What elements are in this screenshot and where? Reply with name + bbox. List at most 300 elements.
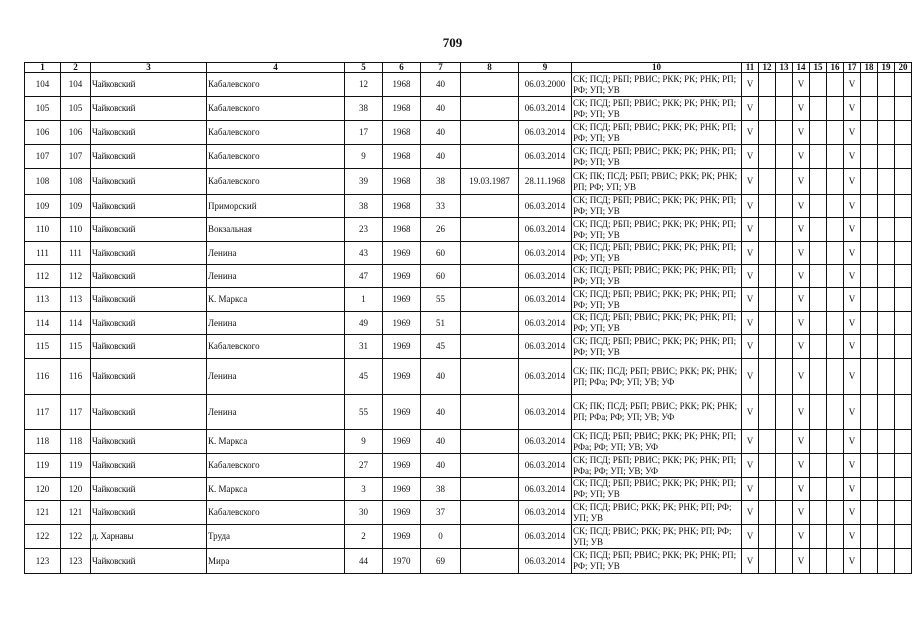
cell-number: 114: [25, 312, 61, 335]
cell-index: 119: [61, 454, 91, 478]
cell-date-a: [461, 265, 519, 288]
cell-mark-18: [861, 501, 878, 525]
cell-mark-15: [810, 549, 827, 574]
cell-index: 110: [61, 218, 91, 242]
table-row: [25, 169, 912, 195]
cell-mark-20: [895, 454, 912, 478]
cell-mark-19: [878, 454, 895, 478]
cell-mark-14: V: [793, 359, 810, 395]
column-header-8: 8: [461, 63, 519, 73]
cell-mark-20: [895, 525, 912, 549]
cell-date-a: [461, 218, 519, 242]
cell-house: 49: [345, 312, 383, 335]
cell-street: К. Маркса: [207, 288, 345, 312]
table-row: [25, 549, 912, 574]
cell-mark-17: V: [844, 501, 861, 525]
cell-mark-14: V: [793, 169, 810, 195]
cell-mark-14: V: [793, 288, 810, 312]
cell-mark-16: [827, 430, 844, 454]
cell-mark-19: [878, 195, 895, 218]
cell-index: 116: [61, 359, 91, 395]
cell-street: Труда: [207, 525, 345, 549]
cell-street: Кабалевского: [207, 73, 345, 97]
cell-mark-20: [895, 242, 912, 265]
cell-date-b: 06.03.2014: [519, 195, 572, 218]
cell-mark-15: [810, 73, 827, 97]
cell-year: 1968: [383, 73, 421, 97]
cell-house: 2: [345, 525, 383, 549]
cell-wear: 40: [421, 73, 461, 97]
cell-codes: СК; ПК; ПСД; РБП; РВИС; РКК; РК; РНК; РП; РФа; РФ; УП; УВ; УФ: [572, 359, 742, 395]
cell-number: 116: [25, 359, 61, 395]
cell-mark-13: [776, 169, 793, 195]
cell-mark-12: [759, 218, 776, 242]
cell-codes: СК; ПСД; РБП; РВИС; РКК; РК; РНК; РП; РФ; УП; УВ: [572, 288, 742, 312]
cell-date-b: 06.03.2014: [519, 335, 572, 359]
cell-mark-16: [827, 218, 844, 242]
cell-mark-15: [810, 525, 827, 549]
table-body: [25, 73, 912, 574]
cell-settlement: Чайковский: [91, 242, 207, 265]
cell-mark-16: [827, 121, 844, 145]
cell-index: 120: [61, 478, 91, 501]
cell-mark-18: [861, 145, 878, 169]
cell-mark-13: [776, 395, 793, 430]
cell-mark-12: [759, 335, 776, 359]
table-row: [25, 218, 912, 242]
cell-mark-13: [776, 218, 793, 242]
cell-house: 38: [345, 97, 383, 121]
cell-settlement: Чайковский: [91, 265, 207, 288]
cell-mark-14: V: [793, 478, 810, 501]
cell-settlement: Чайковский: [91, 145, 207, 169]
cell-date-a: [461, 288, 519, 312]
cell-mark-19: [878, 121, 895, 145]
cell-settlement: Чайковский: [91, 288, 207, 312]
cell-street: Ленина: [207, 265, 345, 288]
cell-index: 122: [61, 525, 91, 549]
cell-mark-13: [776, 335, 793, 359]
cell-mark-20: [895, 395, 912, 430]
cell-settlement: Чайковский: [91, 395, 207, 430]
cell-mark-17: V: [844, 430, 861, 454]
cell-mark-18: [861, 395, 878, 430]
cell-number: 120: [25, 478, 61, 501]
cell-wear: 45: [421, 335, 461, 359]
cell-mark-20: [895, 430, 912, 454]
cell-number: 109: [25, 195, 61, 218]
cell-house: 45: [345, 359, 383, 395]
cell-year: 1969: [383, 525, 421, 549]
cell-index: 123: [61, 549, 91, 574]
column-header-18: 18: [861, 63, 878, 73]
cell-mark-19: [878, 430, 895, 454]
cell-mark-16: [827, 73, 844, 97]
page-number: 709: [442, 35, 463, 50]
table-row: [25, 145, 912, 169]
cell-mark-15: [810, 195, 827, 218]
column-header-5: 5: [345, 63, 383, 73]
cell-mark-19: [878, 169, 895, 195]
cell-mark-20: [895, 218, 912, 242]
cell-mark-17: V: [844, 242, 861, 265]
cell-mark-12: [759, 288, 776, 312]
cell-codes: СК; ПСД; РБП; РВИС; РКК; РК; РНК; РП; РФ; УП; УВ: [572, 97, 742, 121]
column-header-4: 4: [207, 63, 345, 73]
column-header-19: 19: [878, 63, 895, 73]
cell-mark-16: [827, 145, 844, 169]
cell-mark-11: V: [742, 430, 759, 454]
cell-mark-14: V: [793, 335, 810, 359]
cell-wear: 40: [421, 454, 461, 478]
cell-settlement: д. Харнавы: [91, 525, 207, 549]
cell-date-b: 06.03.2014: [519, 501, 572, 525]
cell-date-b: 06.03.2000: [519, 73, 572, 97]
cell-mark-19: [878, 549, 895, 574]
cell-mark-18: [861, 97, 878, 121]
cell-mark-17: V: [844, 312, 861, 335]
cell-mark-12: [759, 265, 776, 288]
cell-mark-15: [810, 478, 827, 501]
cell-index: 105: [61, 97, 91, 121]
cell-mark-20: [895, 335, 912, 359]
column-header-14: 14: [793, 63, 810, 73]
cell-mark-15: [810, 288, 827, 312]
cell-settlement: Чайковский: [91, 478, 207, 501]
cell-mark-11: V: [742, 242, 759, 265]
cell-mark-17: V: [844, 549, 861, 574]
cell-date-a: [461, 73, 519, 97]
cell-mark-19: [878, 312, 895, 335]
cell-wear: 26: [421, 218, 461, 242]
cell-mark-12: [759, 430, 776, 454]
cell-mark-15: [810, 359, 827, 395]
column-header-20: 20: [895, 63, 912, 73]
cell-mark-15: [810, 121, 827, 145]
table-row: [25, 195, 912, 218]
cell-mark-17: V: [844, 169, 861, 195]
cell-mark-11: V: [742, 312, 759, 335]
cell-mark-19: [878, 288, 895, 312]
column-header-16: 16: [827, 63, 844, 73]
cell-number: 123: [25, 549, 61, 574]
cell-house: 12: [345, 73, 383, 97]
cell-index: 104: [61, 73, 91, 97]
cell-date-a: [461, 454, 519, 478]
column-header-12: 12: [759, 63, 776, 73]
cell-mark-17: V: [844, 454, 861, 478]
cell-mark-18: [861, 242, 878, 265]
table-row: [25, 312, 912, 335]
cell-index: 121: [61, 501, 91, 525]
cell-mark-19: [878, 395, 895, 430]
cell-codes: СК; ПСД; РБП; РВИС; РКК; РК; РНК; РП; РФ; УП; УВ: [572, 218, 742, 242]
cell-codes: СК; ПСД; РБП; РВИС; РКК; РК; РНК; РП; РФ; УП; УВ: [572, 312, 742, 335]
cell-mark-12: [759, 525, 776, 549]
cell-wear: 55: [421, 288, 461, 312]
cell-house: 44: [345, 549, 383, 574]
cell-mark-12: [759, 169, 776, 195]
cell-mark-11: V: [742, 195, 759, 218]
cell-street: К. Маркса: [207, 478, 345, 501]
cell-mark-20: [895, 478, 912, 501]
cell-mark-11: V: [742, 478, 759, 501]
cell-mark-18: [861, 335, 878, 359]
cell-mark-12: [759, 454, 776, 478]
cell-index: 111: [61, 242, 91, 265]
column-header-17: 17: [844, 63, 861, 73]
cell-mark-14: V: [793, 501, 810, 525]
cell-index: 113: [61, 288, 91, 312]
cell-street: Вокзальная: [207, 218, 345, 242]
cell-codes: СК; ПСД; РБП; РВИС; РКК; РК; РНК; РП; РФ; УП; УВ: [572, 73, 742, 97]
cell-house: 47: [345, 265, 383, 288]
column-header-10: 10: [572, 63, 742, 73]
table-row: [25, 359, 912, 395]
cell-date-b: 06.03.2014: [519, 478, 572, 501]
table-row: [25, 501, 912, 525]
cell-year: 1970: [383, 549, 421, 574]
cell-mark-12: [759, 145, 776, 169]
cell-wear: 40: [421, 121, 461, 145]
cell-date-a: [461, 395, 519, 430]
column-header-13: 13: [776, 63, 793, 73]
cell-mark-16: [827, 242, 844, 265]
cell-year: 1969: [383, 359, 421, 395]
cell-settlement: Чайковский: [91, 501, 207, 525]
cell-mark-14: V: [793, 145, 810, 169]
cell-mark-19: [878, 335, 895, 359]
cell-mark-15: [810, 312, 827, 335]
cell-codes: СК; ПСД; РВИС; РКК; РК; РНК; РП; РФ; УП; УВ: [572, 501, 742, 525]
cell-house: 1: [345, 288, 383, 312]
cell-mark-15: [810, 335, 827, 359]
cell-mark-11: V: [742, 121, 759, 145]
cell-mark-15: [810, 395, 827, 430]
cell-mark-12: [759, 478, 776, 501]
cell-date-a: [461, 359, 519, 395]
cell-codes: СК; ПСД; РБП; РВИС; РКК; РК; РНК; РП; РФа; РФ; УП; УВ; УФ: [572, 430, 742, 454]
cell-house: 3: [345, 478, 383, 501]
cell-mark-19: [878, 145, 895, 169]
cell-mark-13: [776, 525, 793, 549]
cell-wear: 69: [421, 549, 461, 574]
cell-mark-11: V: [742, 525, 759, 549]
cell-codes: СК; ПСД; РБП; РВИС; РКК; РК; РНК; РП; РФ; УП; УВ: [572, 549, 742, 574]
cell-mark-17: V: [844, 359, 861, 395]
cell-mark-19: [878, 97, 895, 121]
cell-number: 107: [25, 145, 61, 169]
cell-mark-12: [759, 312, 776, 335]
cell-mark-14: V: [793, 525, 810, 549]
table-row: [25, 97, 912, 121]
cell-mark-14: V: [793, 121, 810, 145]
cell-codes: СК; ПСД; РБП; РВИС; РКК; РК; РНК; РП; РФ; УП; УВ: [572, 145, 742, 169]
cell-index: 106: [61, 121, 91, 145]
cell-mark-18: [861, 73, 878, 97]
cell-date-a: [461, 549, 519, 574]
cell-mark-15: [810, 169, 827, 195]
cell-settlement: Чайковский: [91, 97, 207, 121]
cell-index: 118: [61, 430, 91, 454]
cell-date-b: 06.03.2014: [519, 242, 572, 265]
cell-date-a: [461, 335, 519, 359]
cell-date-b: 06.03.2014: [519, 265, 572, 288]
table-row: [25, 265, 912, 288]
cell-mark-12: [759, 73, 776, 97]
cell-mark-14: V: [793, 549, 810, 574]
cell-mark-18: [861, 288, 878, 312]
cell-mark-15: [810, 454, 827, 478]
cell-mark-16: [827, 169, 844, 195]
column-header-7: 7: [421, 63, 461, 73]
cell-mark-11: V: [742, 395, 759, 430]
cell-mark-13: [776, 454, 793, 478]
table-row: [25, 335, 912, 359]
cell-mark-12: [759, 97, 776, 121]
cell-mark-15: [810, 242, 827, 265]
cell-mark-12: [759, 359, 776, 395]
cell-mark-13: [776, 97, 793, 121]
cell-number: 113: [25, 288, 61, 312]
cell-settlement: Чайковский: [91, 359, 207, 395]
table-row: [25, 288, 912, 312]
cell-date-a: [461, 478, 519, 501]
cell-mark-16: [827, 395, 844, 430]
cell-house: 9: [345, 145, 383, 169]
cell-street: Кабалевского: [207, 145, 345, 169]
cell-number: 112: [25, 265, 61, 288]
cell-date-a: [461, 242, 519, 265]
cell-wear: 40: [421, 145, 461, 169]
cell-street: Ленина: [207, 359, 345, 395]
cell-house: 43: [345, 242, 383, 265]
cell-index: 114: [61, 312, 91, 335]
cell-year: 1969: [383, 312, 421, 335]
cell-number: 105: [25, 97, 61, 121]
cell-mark-16: [827, 195, 844, 218]
cell-mark-11: V: [742, 335, 759, 359]
cell-codes: СК; ПСД; РБП; РВИС; РКК; РК; РНК; РП; РФ; УП; УВ: [572, 335, 742, 359]
cell-mark-11: V: [742, 73, 759, 97]
cell-house: 55: [345, 395, 383, 430]
cell-street: Кабалевского: [207, 454, 345, 478]
cell-street: Кабалевского: [207, 335, 345, 359]
cell-mark-11: V: [742, 549, 759, 574]
cell-mark-18: [861, 312, 878, 335]
cell-date-b: 06.03.2014: [519, 121, 572, 145]
cell-codes: СК; ПСД; РБП; РВИС; РКК; РК; РНК; РП; РФ; УП; УВ: [572, 195, 742, 218]
registry-table: [24, 62, 912, 574]
cell-settlement: Чайковский: [91, 169, 207, 195]
cell-mark-16: [827, 478, 844, 501]
cell-wear: 40: [421, 395, 461, 430]
cell-wear: 37: [421, 501, 461, 525]
column-header-6: 6: [383, 63, 421, 73]
cell-number: 115: [25, 335, 61, 359]
column-header-11: 11: [742, 63, 759, 73]
cell-mark-18: [861, 218, 878, 242]
column-header-1: 1: [25, 63, 61, 73]
cell-mark-12: [759, 395, 776, 430]
cell-date-b: 28.11.1968: [519, 169, 572, 195]
cell-mark-17: V: [844, 97, 861, 121]
cell-mark-18: [861, 478, 878, 501]
cell-mark-13: [776, 265, 793, 288]
cell-mark-13: [776, 195, 793, 218]
cell-number: 104: [25, 73, 61, 97]
cell-year: 1969: [383, 501, 421, 525]
cell-number: 117: [25, 395, 61, 430]
cell-mark-17: V: [844, 265, 861, 288]
cell-mark-12: [759, 242, 776, 265]
cell-wear: 60: [421, 242, 461, 265]
cell-number: 121: [25, 501, 61, 525]
cell-mark-14: V: [793, 195, 810, 218]
cell-mark-20: [895, 73, 912, 97]
cell-codes: СК; ПСД; РБП; РВИС; РКК; РК; РНК; РП; РФ; УП; УВ: [572, 478, 742, 501]
cell-mark-19: [878, 478, 895, 501]
cell-mark-11: V: [742, 359, 759, 395]
cell-mark-18: [861, 359, 878, 395]
cell-mark-17: V: [844, 288, 861, 312]
cell-mark-14: V: [793, 312, 810, 335]
cell-year: 1969: [383, 454, 421, 478]
cell-number: 111: [25, 242, 61, 265]
cell-year: 1969: [383, 478, 421, 501]
cell-mark-20: [895, 312, 912, 335]
cell-mark-17: V: [844, 525, 861, 549]
cell-settlement: Чайковский: [91, 549, 207, 574]
cell-mark-15: [810, 430, 827, 454]
cell-wear: 51: [421, 312, 461, 335]
cell-settlement: Чайковский: [91, 454, 207, 478]
cell-mark-14: V: [793, 265, 810, 288]
cell-house: 39: [345, 169, 383, 195]
cell-mark-20: [895, 121, 912, 145]
cell-year: 1969: [383, 288, 421, 312]
cell-mark-13: [776, 359, 793, 395]
cell-mark-13: [776, 73, 793, 97]
cell-mark-17: V: [844, 145, 861, 169]
cell-wear: 40: [421, 359, 461, 395]
cell-mark-19: [878, 242, 895, 265]
cell-number: 119: [25, 454, 61, 478]
cell-mark-13: [776, 478, 793, 501]
cell-number: 106: [25, 121, 61, 145]
cell-year: 1969: [383, 335, 421, 359]
cell-codes: СК; ПСД; РВИС; РКК; РК; РНК; РП; РФ; УП; УВ: [572, 525, 742, 549]
table-row: [25, 525, 912, 549]
cell-mark-14: V: [793, 454, 810, 478]
cell-date-a: [461, 430, 519, 454]
cell-mark-17: V: [844, 73, 861, 97]
cell-mark-12: [759, 501, 776, 525]
cell-date-b: 06.03.2014: [519, 218, 572, 242]
column-header-2: 2: [61, 63, 91, 73]
cell-mark-18: [861, 265, 878, 288]
cell-mark-15: [810, 145, 827, 169]
cell-mark-16: [827, 501, 844, 525]
cell-mark-20: [895, 288, 912, 312]
table-row: [25, 73, 912, 97]
cell-mark-15: [810, 501, 827, 525]
cell-date-a: 19.03.1987: [461, 169, 519, 195]
cell-index: 107: [61, 145, 91, 169]
cell-wear: 38: [421, 169, 461, 195]
cell-date-a: [461, 97, 519, 121]
cell-number: 108: [25, 169, 61, 195]
